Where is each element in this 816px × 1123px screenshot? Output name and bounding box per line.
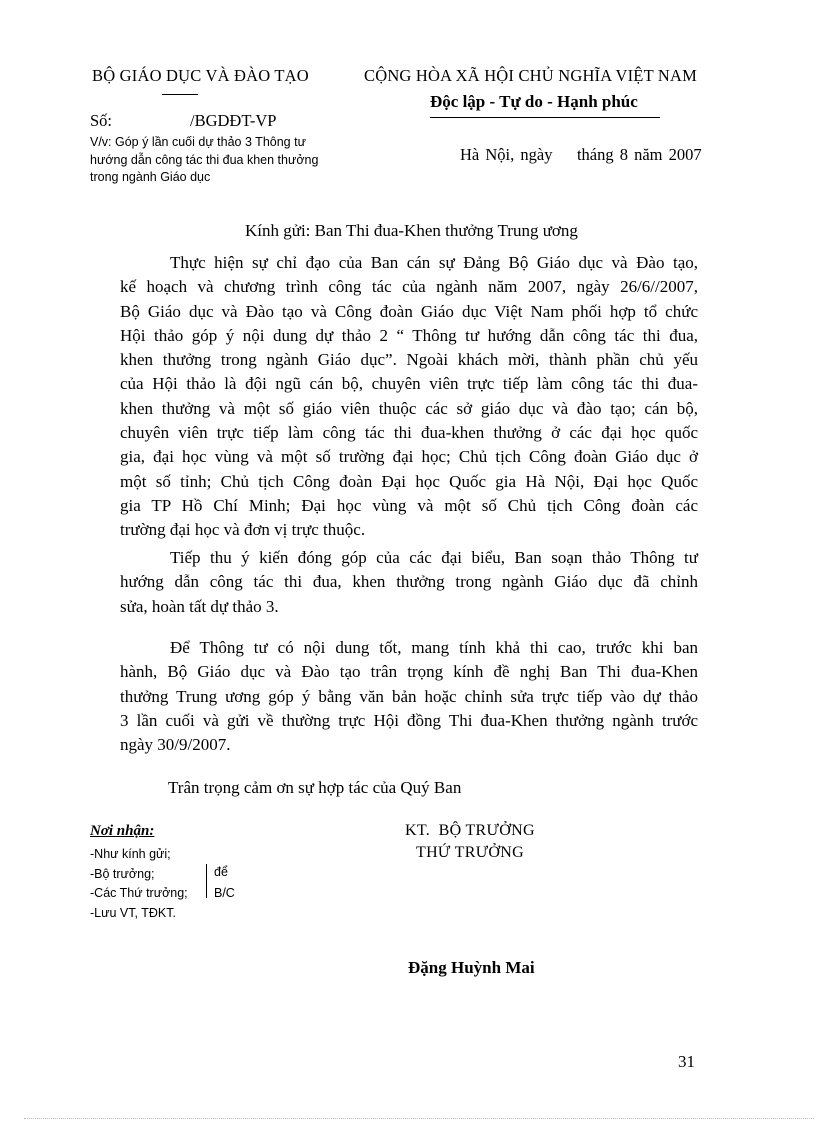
ministry-name: BỘ GIÁO DỤC VÀ ĐÀO TẠO — [92, 66, 309, 85]
date-line: Hà Nội, ngày tháng 8 năm 2007 — [460, 145, 702, 164]
national-motto: Độc lập - Tự do - Hạnh phúc — [430, 92, 638, 111]
republic-name: CỘNG HÒA XÃ HỘI CHỦ NGHĨA VIỆT NAM — [364, 66, 697, 85]
greeting: Kính gửi: Ban Thi đua-Khen thưởng Trung ương — [245, 221, 578, 240]
paragraph-line: 3 lần cuối và gửi về thường trực Hội đồng Thi đua-Khen thưởng ngành trước — [120, 710, 698, 730]
paragraph-line: Hội thảo góp ý nội dung dự thảo 2 “ Thông tư hướng dẫn công tác thi đua, — [120, 325, 698, 345]
paragraph-line: gia TP Hồ Chí Minh; Đại học vùng và một số Chủ tịch Công đoàn các — [120, 495, 698, 515]
paragraph-3 — [120, 636, 698, 757]
subject-line: trong ngành Giáo dục — [90, 170, 211, 184]
paragraph-line: hướng dẫn công tác thi đua, khen thưởng trong ngành Giáo dục đã chỉnh — [120, 572, 698, 592]
recipients-title: Nơi nhận: — [90, 823, 155, 839]
paragraph-line: thưởng Trung ương góp ý bằng văn bản hoặc chỉnh sửa trực tiếp vào dự thảo — [120, 686, 698, 706]
motto-underline — [430, 117, 660, 118]
subject-block — [90, 134, 340, 187]
paragraph-line: gia, đại học vùng và một số trường đại học; Chủ tịch Công đoàn Giáo dục ở — [120, 447, 698, 467]
paragraph-line: chuyên viên trực tiếp làm công tác thi đua-khen thưởng ở các đại học quốc — [120, 423, 698, 443]
paragraph-line: ngày 30/9/2007. — [120, 735, 231, 755]
paragraph-line: trường đại học và đơn vị trực thuộc. — [120, 520, 366, 540]
paragraph-line: của Hội thảo là đội ngũ cán bộ, chuyên viên trực tiếp làm công tác thi đua- — [120, 374, 698, 394]
recipients-bracket — [206, 864, 207, 898]
paragraph-line: khen thưởng và một số giáo viên thuộc các sở giáo dục và đào tạo; cán bộ, — [120, 398, 698, 418]
paragraph-line: Để Thông tư có nội dung tốt, mang tính khả thi cao, trước khi ban — [170, 638, 698, 657]
recipients-side-note: B/C — [214, 886, 235, 900]
page-number: 31 — [678, 1052, 695, 1071]
paragraph-line: một số tỉnh; Chủ tịch Công đoàn Đại học Quốc gia Hà Nội, Đại học Quốc — [120, 471, 698, 491]
paragraph-2 — [120, 546, 698, 619]
signature-subtitle: THỨ TRƯỞNG — [416, 844, 524, 861]
signature-title: KT. BỘ TRƯỞNG — [405, 822, 535, 839]
recipient-item: -Bộ trưởng; — [90, 867, 155, 881]
paragraph-line: Thực hiện sự chỉ đạo của Ban cán sự Đảng Bộ Giáo dục và Đào tạo, — [170, 253, 698, 272]
recipients-side-note: để — [214, 865, 228, 879]
closing-line: Trân trọng cảm ơn sự hợp tác của Quý Ban — [168, 778, 462, 797]
recipient-item: -Các Thứ trưởng; — [90, 886, 188, 900]
recipient-item: -Như kính gửi; — [90, 847, 171, 861]
recipient-item: -Lưu VT, TĐKT. — [90, 906, 176, 920]
paragraph-line: khen thưởng trong ngành Giáo dục”. Ngoài khách mời, thành phần chủ yếu — [120, 350, 698, 370]
doc-number-label: Số: — [90, 111, 113, 130]
signer-name: Đặng Huỳnh Mai — [408, 958, 535, 977]
subject-line: hướng dẫn công tác thi đua khen thưởng — [90, 152, 319, 167]
paragraph-1 — [120, 251, 698, 543]
paragraph-line: hành, Bộ Giáo dục và Đào tạo trân trọng kính đề nghị Ban Thi đua-Khen — [120, 662, 698, 682]
subject-line: V/v: Góp ý lần cuối dự thảo 3 Thông tư — [90, 135, 306, 149]
paragraph-line: kế hoạch và chương trình công tác của ngành năm 2007, ngày 26/6//2007, — [120, 277, 698, 297]
ministry-underline — [162, 94, 198, 95]
doc-number-code: /BGDĐT-VP — [190, 111, 277, 130]
paragraph-line: Bộ Giáo dục và Đào tạo và Công đoàn Giáo dục Việt Nam phối hợp tổ chức — [120, 301, 698, 321]
footer-divider — [24, 1118, 814, 1119]
paragraph-line: Tiếp thu ý kiến đóng góp của các đại biểu, Ban soạn thảo Thông tư — [170, 548, 698, 567]
paragraph-line: sửa, hoàn tất dự thảo 3. — [120, 596, 279, 616]
